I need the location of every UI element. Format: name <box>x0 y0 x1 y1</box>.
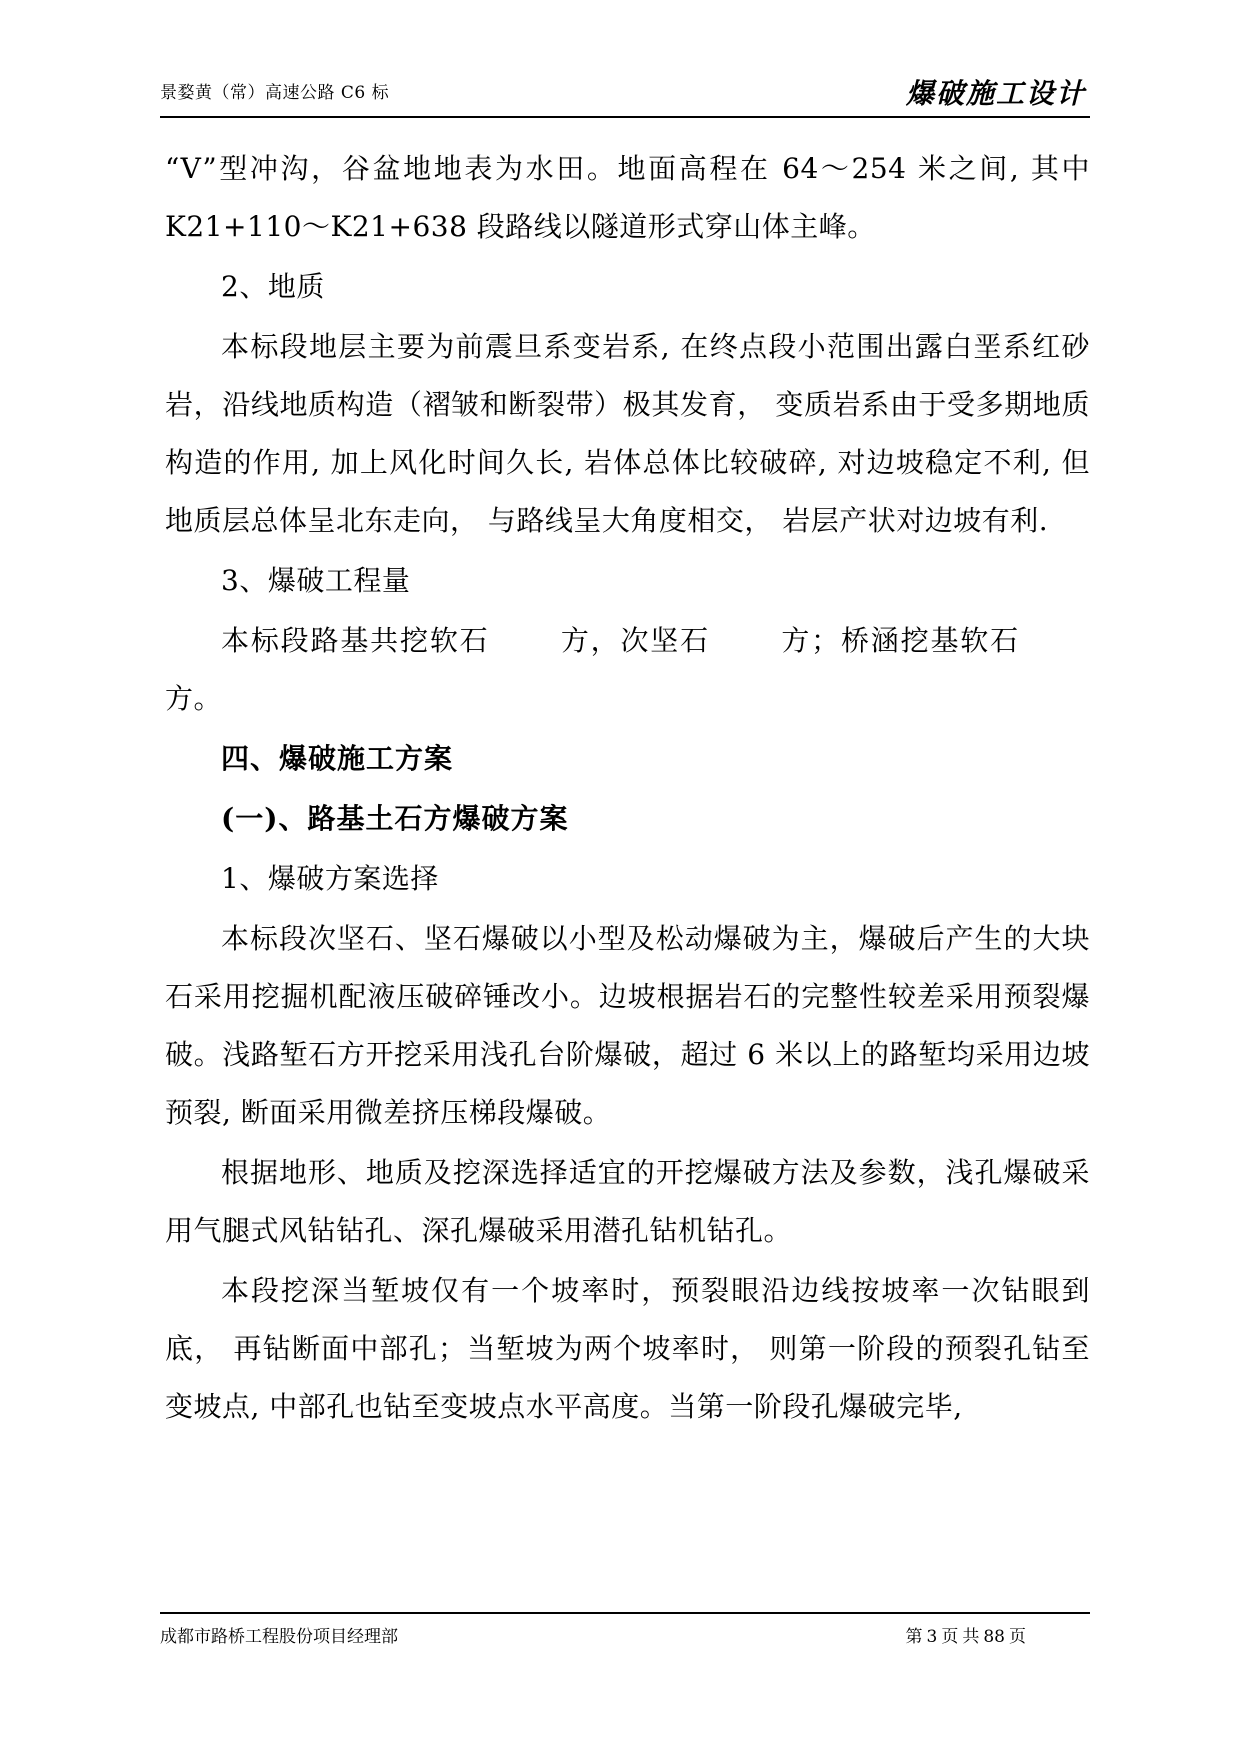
footer-page-suffix: 页 <box>1009 1627 1026 1647</box>
paragraph-scheme-selection: 本标段次坚石、坚石爆破以小型及松动爆破为主，爆破后产生的大块石采用挖掘机配液压破碎锤改小。边坡根据岩石的完整性较差采用预裂爆破。浅路堑石方开挖采用浅孔台阶爆破，超过 6 米以上的路堑均采用边坡预裂, 断面采用微差挤压梯段爆破。 <box>165 922 1090 1129</box>
footer-divider <box>160 1612 1090 1614</box>
footer-pagination <box>904 1622 1028 1647</box>
quantity-text-4: 方。 <box>165 682 223 715</box>
paragraph-blasting-quantity <box>165 612 1090 728</box>
footer-company: 成都市路桥工程股份项目经理部 <box>160 1627 398 1647</box>
paragraph-terrain: “V”型冲沟，谷盆地地表为水田。地面高程在 64～254 米之间, 其中 K21+110～K21+638 段路线以隧道形式穿山体主峰。 <box>165 152 1090 243</box>
paragraph-slope-drilling: 本段挖深当堑坡仅有一个坡率时，预裂眼沿边线按坡率一次钻眼到底， 再钻断面中部孔；当堑坡为两个坡率时， 则第一阶段的预裂孔钻至变坡点, 中部孔也钻至变坡点水平高度。当第一阶段孔爆破完毕, <box>165 1274 1090 1423</box>
paragraph-drilling-method: 根据地形、地质及挖深选择适宜的开挖爆破方法及参数，浅孔爆破采用气腿式风钻钻孔、深孔爆破采用潜孔钻机钻孔。 <box>165 1156 1090 1247</box>
quantity-text-3: 方；桥涵挖基软石 <box>779 624 1020 657</box>
footer-total-label: 共 <box>962 1627 980 1647</box>
quantity-text-1: 本标段路基共挖软石 <box>221 624 490 657</box>
heading-subsection-one: (一)、路基土石方爆破方案 <box>221 802 569 835</box>
heading-blasting-quantity: 3、爆破工程量 <box>221 564 411 597</box>
page-header <box>160 78 1090 124</box>
page-footer <box>160 1622 1090 1662</box>
heading-section-four: 四、爆破施工方案 <box>221 742 454 775</box>
footer-total-pages: 88 <box>983 1627 1005 1647</box>
paragraph-geology: 本标段地层主要为前震旦系变岩系, 在终点段小范围出露白垩系红砂岩，沿线地质构造（褶皱和断裂带）极其发育， 变质岩系由于受多期地质构造的作用, 加上风化时间久长, 岩体总体比较破碎, 对边坡稳定不利, 但地质层总体呈北东走向， 与路线呈大角度相交， 岩层产状对边坡有利. <box>165 330 1090 537</box>
footer-page-prefix: 第 <box>905 1627 923 1647</box>
footer-page-number: 3 <box>926 1627 938 1647</box>
quantity-text-2: 方，次坚石 <box>559 624 710 657</box>
heading-scheme-selection: 1、爆破方案选择 <box>221 862 439 895</box>
header-divider <box>160 116 1090 118</box>
footer-page-mid: 页 <box>941 1627 959 1647</box>
heading-geology: 2、地质 <box>221 270 325 303</box>
header-document-title: 爆破施工设计 <box>905 77 1086 110</box>
document-body <box>165 140 1090 1438</box>
header-project-title: 景婺黄（常）高速公路 C6 标 <box>160 83 390 103</box>
